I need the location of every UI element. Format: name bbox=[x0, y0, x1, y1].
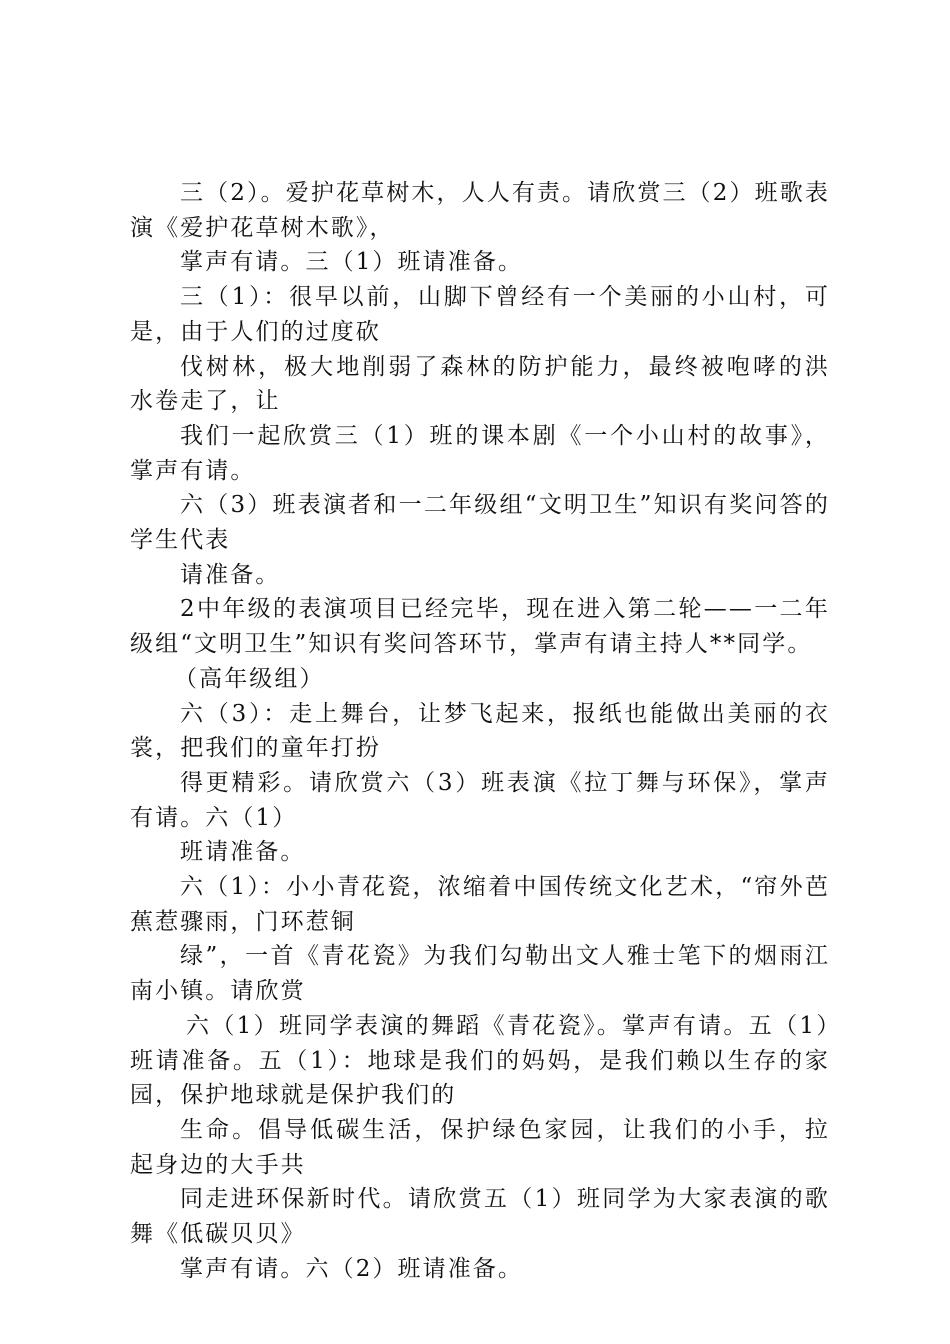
paragraph: 我们一起欣赏三（1）班的课本剧《一个小山村的故事》，掌声有请。 bbox=[130, 422, 830, 484]
paragraph: 生命。倡导低碳生活，保护绿色家园，让我们的小手，拉起身边的大手共 bbox=[130, 1116, 830, 1178]
paragraph: 2中年级的表演项目已经完毕，现在进入第二轮——一二年级组“文明卫生”知识有奖问答环节，掌声有请主持人**同学。 bbox=[130, 596, 830, 658]
paragraph: 绿”，一首《青花瓷》为我们勾勒出文人雅士笔下的烟雨江南小镇。请欣赏 bbox=[130, 943, 830, 1005]
paragraph: 六（3）：走上舞台，让梦飞起来，报纸也能做出美丽的衣裳，把我们的童年打扮 bbox=[130, 700, 830, 762]
paragraph: 掌声有请。三（1）班请准备。 bbox=[180, 249, 524, 276]
document-body bbox=[130, 176, 830, 1287]
paragraph: 三（2）。爱护花草树木，人人有责。请欣赏三（2）班歌表演《爱护花草树木歌》， bbox=[130, 180, 830, 241]
section-heading: （高年级组） bbox=[174, 665, 325, 692]
paragraph: 三（1）：很早以前，山脚下曾经有一个美丽的小山村，可是，由于人们的过度砍 bbox=[130, 284, 830, 345]
paragraph: 得更精彩。请欣赏六（3）班表演《拉丁舞与环保》，掌声有请。六（1） bbox=[130, 769, 830, 831]
paragraph: 掌声有请。六（2）班请准备。 bbox=[180, 1255, 524, 1282]
paragraph: 伐树林，极大地削弱了森林的防护能力，最终被咆哮的洪水卷走了，让 bbox=[130, 353, 830, 415]
paragraph: 六（3）班表演者和一二年级组“文明卫生”知识有奖问答的学生代表 bbox=[130, 492, 830, 554]
paragraph: 六（1）班同学表演的舞蹈《青花瓷》。掌声有请。五（1）班请准备。五（1）：地球是我们的妈妈，是我们赖以生存的家园，保护地球就是保护我们的 bbox=[130, 1012, 830, 1109]
paragraph: 班请准备。 bbox=[180, 839, 306, 866]
paragraph: 六（1）：小小青花瓷，浓缩着中国传统文化艺术，“帘外芭蕉惹骤雨，门环惹铜 bbox=[130, 874, 830, 935]
paragraph: 同走进环保新时代。请欣赏五（1）班同学为大家表演的歌舞《低碳贝贝》 bbox=[130, 1186, 830, 1248]
paragraph: 请准备。 bbox=[180, 561, 281, 588]
